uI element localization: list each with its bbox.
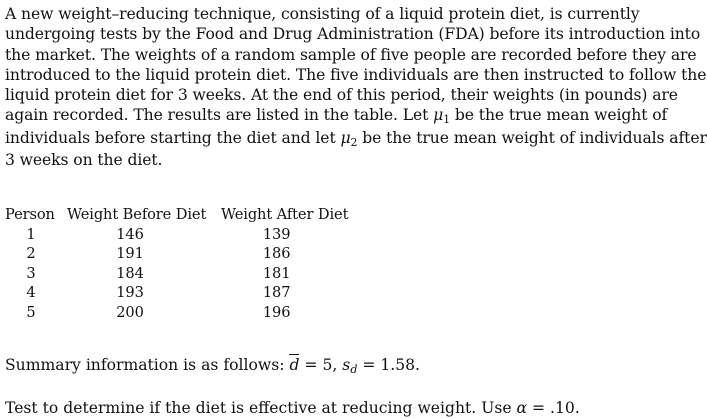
- paragraph-line-5: liquid protein diet for 3 weeks. At the end of this period, their weights (in pounds) are: [5, 86, 678, 105]
- test-prefix: Test to determine if the diet is effective at reducing weight. Use: [5, 399, 517, 417]
- alpha-symbol: α: [516, 399, 528, 417]
- cell-weight-before: 146: [116, 225, 144, 243]
- cell-weight-after: 181: [262, 264, 291, 282]
- cell-weight-before: 193: [116, 284, 144, 302]
- line-6-text-after: be the true mean weight of: [450, 106, 668, 125]
- cell-weight-before: 191: [116, 245, 144, 263]
- d-bar-value: = 5,: [299, 356, 343, 374]
- cell-weight-after: 139: [262, 225, 291, 243]
- paragraph-line-1: A new weight–reducing technique, consisting of a liquid protein diet, is currently: [5, 5, 640, 23]
- cell-weight-after: 186: [262, 245, 291, 263]
- line-7-text-before: individuals before starting the diet and let: [5, 128, 341, 147]
- paragraph-line-4: introduced to the liquid protein diet. The five individuals are then instructed to follow the: [5, 65, 707, 84]
- cell-weight-after: 196: [262, 303, 291, 321]
- test-instruction: [5, 398, 580, 418]
- table-row: [5, 244, 348, 264]
- cell-person: 2: [26, 245, 36, 263]
- d-bar-symbol: d: [289, 356, 300, 374]
- alpha-value: = .10.: [527, 399, 580, 417]
- table-header-row: [5, 205, 348, 225]
- s-d-value: = 1.58.: [357, 356, 421, 374]
- cell-person: 1: [26, 225, 36, 243]
- mu-2-subscript: 2: [350, 135, 358, 149]
- mu-1-subscript: 1: [443, 113, 451, 127]
- table-row: [5, 283, 348, 303]
- paragraph-line-3: the market. The weights of a random sample of five people are recorded before they are: [5, 45, 697, 64]
- summary-line: [5, 355, 420, 377]
- line-7-text-after: be the true mean weight of individuals after: [357, 128, 707, 147]
- column-header-weight-after: Weight After Diet: [221, 206, 349, 223]
- summary-prefix: Summary information is as follows:: [5, 356, 290, 374]
- problem-paragraph: [5, 4, 707, 170]
- s-d-subscript: d: [350, 363, 358, 376]
- cell-weight-before: 184: [116, 264, 144, 282]
- paragraph-line-7: [5, 128, 707, 150]
- s-d-symbol: s: [342, 356, 351, 374]
- cell-person: 4: [26, 284, 36, 302]
- cell-person: 5: [26, 303, 36, 321]
- paragraph-line-8: 3 weeks on the diet.: [5, 151, 163, 170]
- paragraph-line-2: undergoing tests by the Food and Drug Administration (FDA) before its introduction into: [5, 25, 701, 44]
- mu-1-symbol: μ: [433, 106, 444, 125]
- table-row: [5, 303, 348, 323]
- weights-table: [5, 205, 348, 323]
- cell-weight-before: 200: [116, 303, 144, 321]
- table-row: [5, 225, 348, 245]
- mu-2-symbol: μ: [340, 128, 351, 147]
- column-header-person: Person: [5, 206, 55, 223]
- line-6-text-before: again recorded. The results are listed in the table. Let: [5, 106, 434, 125]
- cell-person: 3: [26, 264, 36, 282]
- paragraph-line-6: [5, 105, 668, 127]
- cell-weight-after: 187: [262, 284, 291, 302]
- table-row: [5, 264, 348, 284]
- column-header-weight-before: Weight Before Diet: [67, 206, 207, 223]
